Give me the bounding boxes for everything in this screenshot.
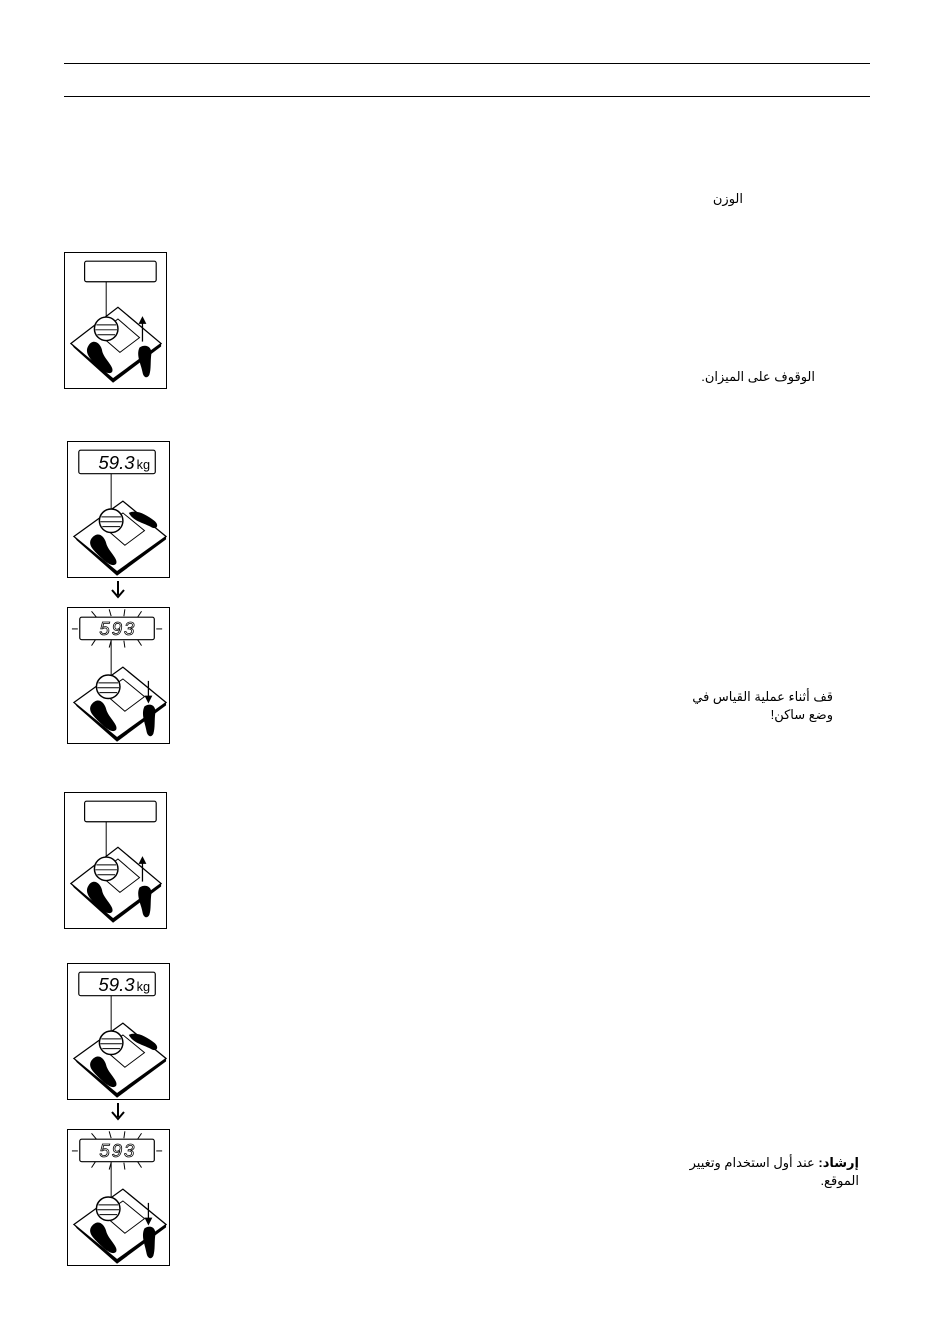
stand-still-line2: وضع ساكن! [770, 707, 833, 722]
header-rule-bottom [64, 96, 870, 97]
blinking-display-icon [67, 607, 170, 744]
step-on-scale-icon [64, 792, 167, 929]
note-label: إرشاد: [818, 1155, 859, 1170]
weight-display-icon [67, 963, 170, 1100]
header-rule-top [64, 63, 870, 64]
note-line1 [690, 1154, 859, 1172]
down-arrow-icon [110, 580, 126, 600]
down-arrow-icon [110, 1102, 126, 1122]
blink-value-2: 593 [99, 1139, 137, 1161]
note-line2: الموقع. [820, 1173, 859, 1188]
note-body: عند أول استخدام وتغيير [689, 1155, 819, 1170]
display-value-1: 59.3 [98, 451, 135, 473]
weight-display-icon [67, 441, 170, 578]
note-text [690, 1154, 859, 1190]
blink-value-1: 593 [99, 617, 137, 639]
step-on-scale-text: الوقوف على الميزان. [701, 369, 815, 384]
display-unit-2: kg [136, 978, 151, 994]
display-value-2: 59.3 [98, 973, 135, 995]
stand-still-line1: قف أثناء عملية القياس في [692, 689, 833, 704]
section-title: الوزن [712, 191, 743, 206]
display-unit-1: kg [136, 456, 151, 472]
stand-still-text [692, 688, 833, 724]
step-on-scale-icon [64, 252, 167, 389]
blinking-display-icon [67, 1129, 170, 1266]
